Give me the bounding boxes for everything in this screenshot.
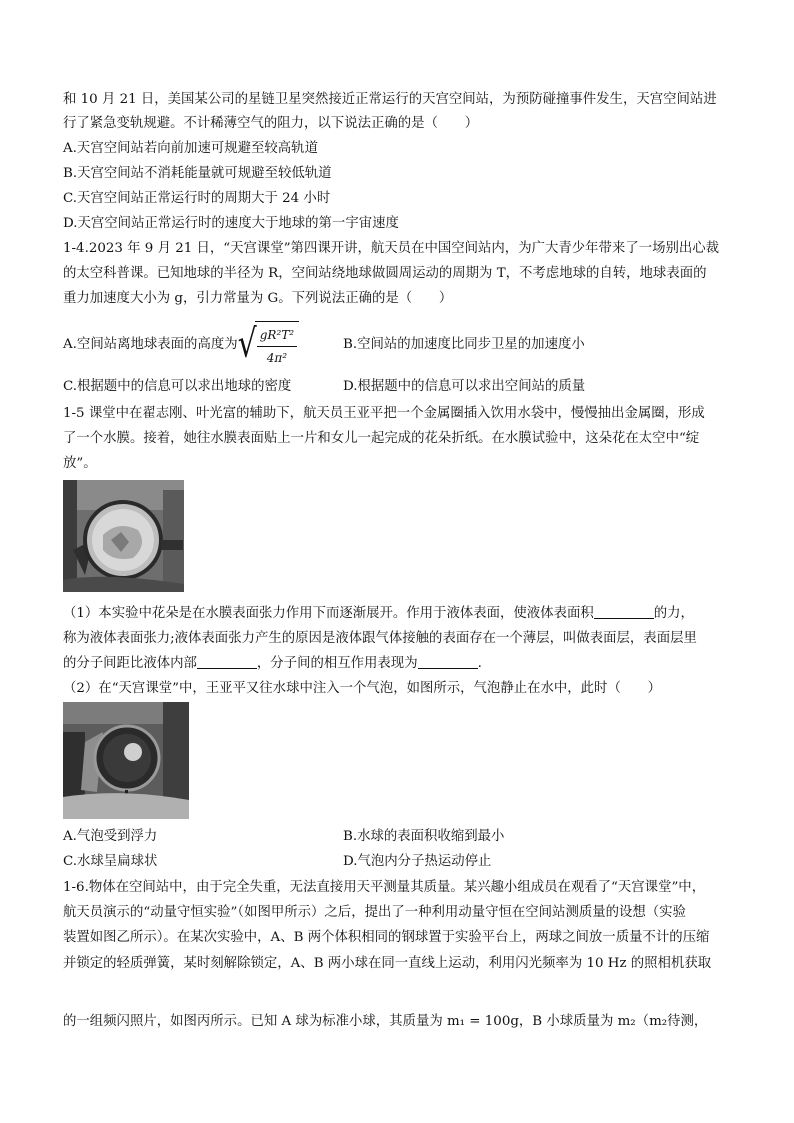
radical-sign: √ — [237, 321, 257, 368]
text-line: 重力加速度大小为 g，引力常量为 G。下列说法正确的是（ ） — [63, 291, 453, 306]
option-d: D.天宫空间站正常运行时的速度大于地球的第一宇宙速度 — [63, 216, 399, 231]
question-1-6: 1-6.物体在空间站中，由于完全失重，无法直接用天平测量其质量。某兴趣小组成员在观看了“天宫课堂”中， — [63, 880, 706, 895]
option-c: C.天宫空间站正常运行时的周期大于 24 小时 — [63, 191, 331, 206]
option-a-label: A.空间站离地球表面的高度为 — [63, 337, 238, 352]
answer-blank — [418, 654, 478, 669]
question-1-5-part1: （1）本实验中花朵是在水膜表面张力作用下而逐渐展开。作用于液体表面，使液体表面积 的力， — [63, 606, 694, 621]
option-d: D.根据题中的信息可以求出空间站的质量 — [343, 379, 586, 394]
option-d: D.气泡内分子热运动停止 — [343, 854, 492, 869]
text-line: 和 10 月 21 日，美国某公司的星链卫星突然接近正常运行的天宫空间站，为预防碰撞事件发生，天宫空间站进 — [63, 92, 717, 107]
option-b: B.水球的表面积收缩到最小 — [343, 829, 505, 844]
water-ball-bubble-photo — [63, 702, 189, 819]
fraction-numerator: gR²T² — [257, 324, 297, 347]
option-c: C.水球呈扁球状 — [63, 854, 158, 869]
option-a: A.天宫空间站若向前加速可规避至较高轨道 — [63, 141, 318, 156]
text-line: 放”。 — [63, 456, 97, 471]
question-1-5: 1-5 课堂中在翟志刚、叶光富的辅助下，航天员王亚平把一个金属圈插入饮用水袋中，慢慢抽出金属圈，形成 — [63, 406, 705, 421]
text-line: 航天员演示的“动量守恒实验”（如图甲所示）之后，提出了一种利用动量守恒在空间站测质量的设想（实验 — [63, 905, 686, 920]
question-1-5-part1-cont: 的分子间距比液体内部 ，分子间的相互作用表现为 . — [63, 656, 482, 671]
text-line: 的一组频闪照片，如图丙所示。已知 A 球为标准小球，其质量为 m₁ = 100g，B 小球质量为 m₂（m₂待测， — [63, 1014, 708, 1029]
text-line: 了一个水膜。接着，她往水膜表面贴上一片和女儿一起完成的花朵折纸。在水膜试验中，这朵花在太空中“绽 — [63, 431, 700, 446]
fraction-denominator: 4π² — [266, 351, 288, 365]
option-c: C.根据题中的信息可以求出地球的密度 — [63, 379, 292, 394]
text-line: 装置如图乙所示）。在某次实验中，A、B 两个体积相同的钢球置于实验平台上，两球之间放一质量不计的压缩 — [63, 930, 710, 945]
text-line: 的太空科普课。已知地球的半径为 R，空间站绕地球做圆周运动的周期为 T，不考虑地球的自转，地球表面的 — [63, 266, 707, 281]
option-a-formula — [63, 322, 299, 368]
fraction — [257, 324, 297, 369]
option-a: A.气泡受到浮力 — [63, 829, 158, 844]
answer-blank — [594, 604, 654, 619]
option-b: B.空间站的加速度比同步卫星的加速度小 — [343, 337, 585, 352]
water-film-flower-photo — [63, 480, 184, 592]
question-1-4: 1-4.2023 年 9 月 21 日，“天宫课堂”第四课开讲，航天员在中国空间站内，为广大青少年带来了一场别出心裁 — [63, 241, 720, 256]
answer-blank — [197, 654, 257, 669]
text-line: 称为液体表面张力;液体表面张力产生的原因是液体跟气体接触的表面存在一个薄层，叫做表面层，表面层里 — [63, 631, 697, 646]
question-1-5-part2: （2）在“天宫课堂”中，王亚平又往水球中注入一个气泡，如图所示，气泡静止在水中，此时（ ） — [63, 681, 662, 696]
text-line: 行了紧急变轨规避。不计稀薄空气的阻力，以下说法正确的是（ ） — [63, 116, 479, 131]
option-b: B.天宫空间站不消耗能量就可规避至较低轨道 — [63, 166, 332, 181]
sqrt-formula — [238, 321, 299, 369]
text-line: 并锁定的轻质弹簧，某时刻解除锁定，A、B 两小球在同一直线上运动，利用闪光频率为 10 Hz 的照相机获取 — [63, 956, 712, 971]
